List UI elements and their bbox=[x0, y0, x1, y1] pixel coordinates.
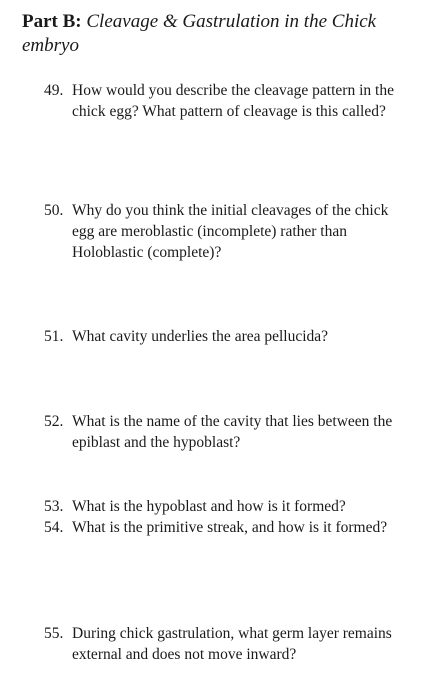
question-text: What is the hypoblast and how is it formed? bbox=[72, 498, 346, 515]
question-text: Why do you think the initial cleavages of the chick egg are meroblastic (incomplete) rather than Holoblastic (complete)? bbox=[72, 202, 389, 261]
question-text: How would you describe the cleavage pattern in the chick egg? What pattern of cleavage is this called? bbox=[72, 82, 394, 120]
question-number: 49. bbox=[44, 82, 64, 99]
question-number: 53. bbox=[44, 498, 64, 515]
question-number: 50. bbox=[44, 202, 64, 219]
question-number: 55. bbox=[44, 625, 64, 642]
question-number: 52. bbox=[44, 413, 64, 430]
question-number: 54. bbox=[44, 519, 64, 536]
question-number: 51. bbox=[44, 328, 64, 345]
question-54 bbox=[44, 517, 404, 538]
question-text: What is the name of the cavity that lies between the epiblast and the hypoblast? bbox=[72, 413, 393, 451]
question-50 bbox=[44, 200, 404, 263]
section-heading bbox=[22, 10, 412, 58]
section-label: Part B: bbox=[22, 11, 82, 32]
question-52 bbox=[44, 411, 404, 453]
question-text: What cavity underlies the area pellucida? bbox=[72, 328, 329, 345]
question-text: During chick gastrulation, what germ layer remains external and does not move inward? bbox=[72, 625, 392, 663]
question-text: What is the primitive streak, and how is it formed? bbox=[72, 519, 388, 536]
question-55 bbox=[44, 623, 404, 665]
section-title: Cleavage & Gastrulation in the Chick embryo bbox=[22, 11, 377, 56]
question-49 bbox=[44, 80, 404, 122]
question-51 bbox=[44, 326, 404, 347]
question-53 bbox=[44, 496, 404, 517]
